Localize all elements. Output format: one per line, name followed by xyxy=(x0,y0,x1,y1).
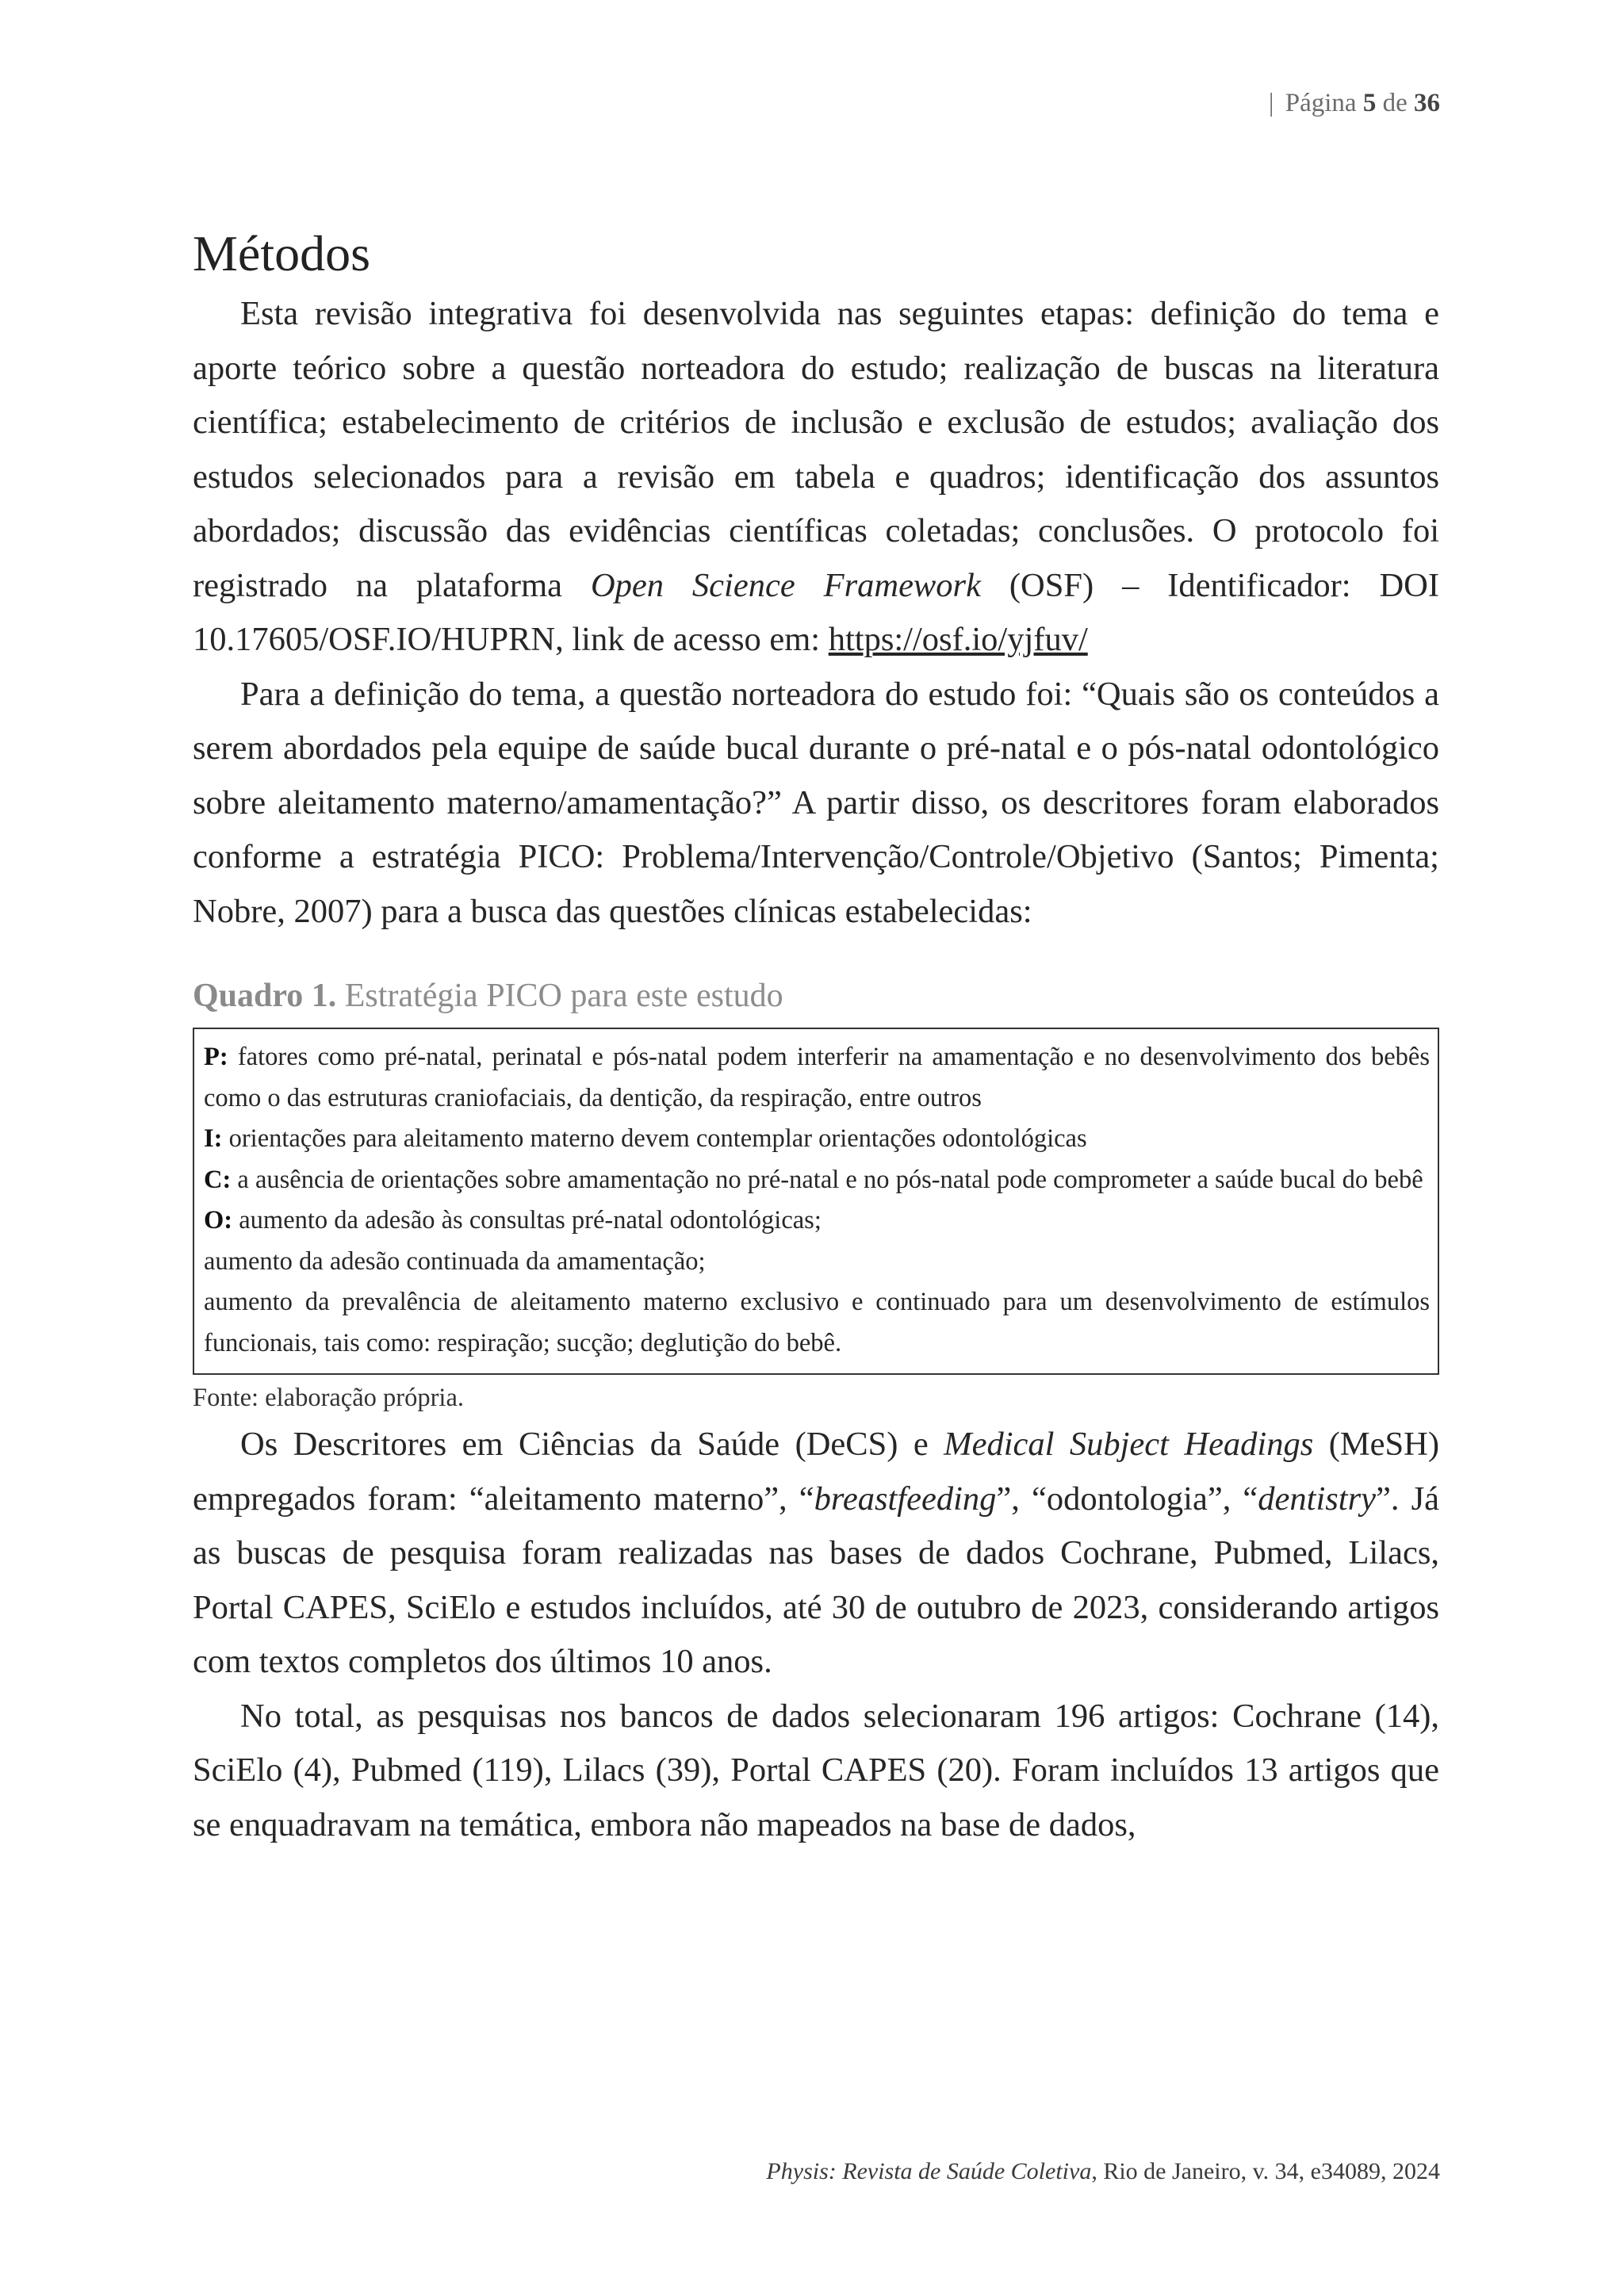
pico-c xyxy=(204,1160,1430,1201)
paragraph-4: No total, as pesquisas nos bancos de dados selecionaram 196 artigos: Cochrane (14), SciElo (4), Pubmed (119), Lilacs (39), Portal CAPES (20). Foram incluídos 13 artigos que se enquadravam na temática, embora não mapeados na base de dados, xyxy=(193,1697,1439,1843)
page-footer xyxy=(766,2158,1440,2185)
journal-name: Physis: Revista de Saúde Coletiva xyxy=(766,2158,1092,2184)
pico-o-text-1: aumento da adesão às consultas pré-natal odontológicas; xyxy=(232,1206,822,1235)
journal-citation: , Rio de Janeiro, v. 34, e34089, 2024 xyxy=(1091,2158,1440,2184)
header-divider: | xyxy=(1268,89,1274,117)
pico-box xyxy=(193,1028,1439,1375)
paragraph-1 xyxy=(193,287,1439,668)
page-total: 36 xyxy=(1414,89,1440,117)
pico-i-label: I: xyxy=(204,1124,223,1153)
section-title: Métodos xyxy=(193,225,370,281)
pico-o-line-3: aumento da prevalência de aleitamento materno exclusivo e continuado para um desenvolvimento de estímulos funcionais, tais como: respiração; sucção; deglutição do bebê. xyxy=(204,1288,1430,1357)
pico-o xyxy=(204,1200,1430,1242)
p1-text-b: (OSF) – Identificador: DOI 10.17605/OSF.IO/HUPRN, link de acesso em: xyxy=(193,566,1440,658)
page-current: 5 xyxy=(1362,89,1377,117)
pico-o-label: O: xyxy=(204,1206,233,1235)
p3-text-c: ”, “odontologia”, “ xyxy=(996,1480,1258,1518)
paragraph-3 xyxy=(193,1418,1439,1690)
p3-text-d: ”. Já as buscas de pesquisa foram realizadas nas bases de dados Cochrane, Pubmed, Lilacs, Portal CAPES, SciElo e estudos incluídos, até 30 de outubro de 2023, considerando artigos com textos completos dos últimos 10 anos. xyxy=(193,1480,1439,1680)
osf-link[interactable]: https://osf.io/yjfuv/ xyxy=(828,621,1088,658)
page-header xyxy=(1269,89,1440,118)
pico-c-text: a ausência de orientações sobre amamentação no pré-natal e no pós-natal pode comprometer a saúde bucal do bebê xyxy=(231,1165,1423,1194)
p3-text-b: (MeSH) empregados foram: “aleitamento materno”, “ xyxy=(193,1426,1439,1518)
main-content xyxy=(193,220,1439,1852)
paragraph-2: Para a definição do tema, a questão norteadora do estudo foi: “Quais são os conteúdos a serem abordados pela equipe de saúde bucal durante o pré-natal e o pós-natal odontológico sobre aleitamento materno/amamentação?” A partir disso, os descritores foram elaborados conforme a estratégia PICO: Problema/Intervenção/Controle/Objetivo (Santos; Pimenta; Nobre, 2007) para a busca das questões clínicas estabelecidas: xyxy=(193,675,1439,930)
pico-p-label: P: xyxy=(204,1043,228,1071)
pico-i-text: orientações para aleitamento materno devem contemplar orientações odontológicas xyxy=(222,1124,1087,1153)
page-of: de xyxy=(1382,89,1408,117)
pico-o-line-2: aumento da adesão continuada da amamentação; xyxy=(204,1246,706,1276)
quadro-title: Estratégia PICO para este estudo xyxy=(336,978,783,1014)
p3-italic-1: Medical Subject Headings xyxy=(944,1426,1314,1463)
p3-italic-3: dentistry xyxy=(1258,1480,1377,1518)
p3-text-a: Os Descritores em Ciências da Saúde (DeCS) e xyxy=(240,1426,944,1463)
page-word: Página xyxy=(1285,89,1357,117)
quadro-label: Quadro 1. xyxy=(193,978,337,1014)
pico-c-label: C: xyxy=(204,1165,232,1194)
quadro-caption xyxy=(193,972,1439,1020)
pico-p xyxy=(204,1037,1430,1119)
p1-italic: Open Science Framework xyxy=(590,566,981,604)
quadro-source: Fonte: elaboração própria. xyxy=(193,1384,465,1412)
pico-i xyxy=(204,1119,1430,1160)
pico-p-text: fatores como pré-natal, perinatal e pós-natal podem interferir na amamentação e no desenvolvimento dos bebês como o das estruturas craniofaciais, da dentição, da respiração, entre outros xyxy=(204,1043,1430,1112)
p1-text-a: Esta revisão integrativa foi desenvolvida nas seguintes etapas: definição do tema e aporte teórico sobre a questão norteadora do estudo; realização de buscas na literatura científica; estabelecimento de critérios de inclusão e exclusão de estudos; avaliação dos estudos selecionados para a revisão em tabela e quadros; identificação dos assuntos abordados; discussão das evidências científicas coletadas; conclusões. O protocolo foi registrado na plataforma xyxy=(193,295,1439,604)
p3-italic-2: breastfeeding xyxy=(814,1480,997,1518)
